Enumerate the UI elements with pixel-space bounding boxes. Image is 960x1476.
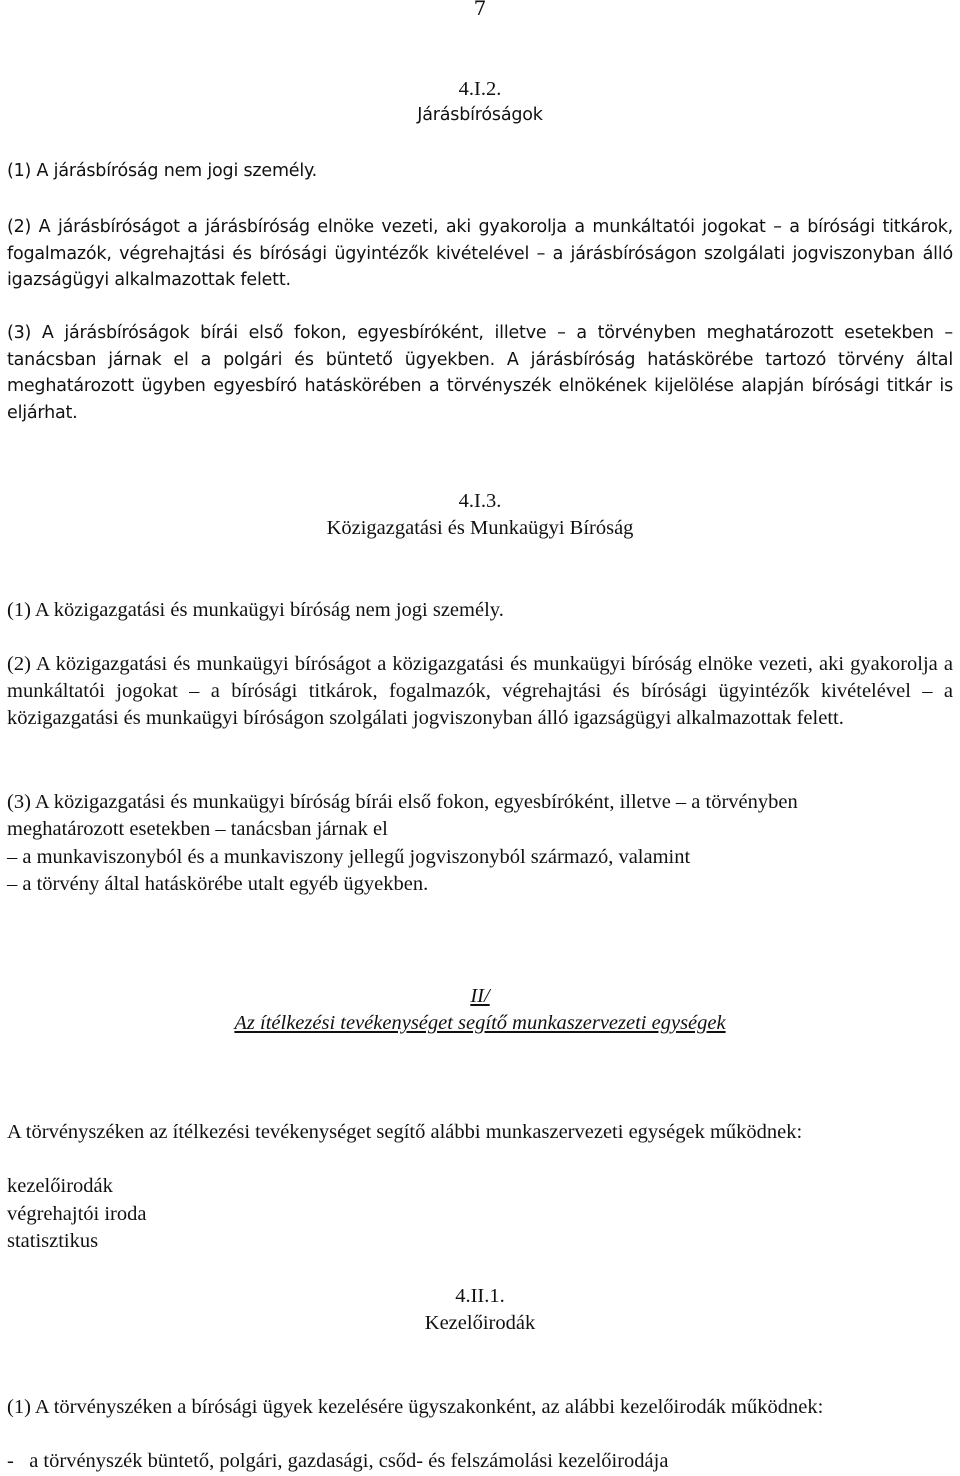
list-item: statisztikus — [7, 1230, 99, 1252]
part-intro: A törvényszéken az ítélkezési tevékenységet segítő alábbi munkaszervezeti egységek működnek: — [7, 1121, 803, 1143]
list-item: kezelőirodák — [7, 1175, 113, 1197]
list-item: – a törvény által hatáskörébe utalt egyéb ügyekben. — [7, 873, 429, 895]
section-number-4-II-1: 4.II.1. — [455, 1285, 505, 1307]
section-title-jarasbirosagok: Járásbíróságok — [417, 105, 543, 125]
section-number-4-I-3: 4.I.3. — [458, 490, 502, 512]
list-item: végrehajtói iroda — [7, 1203, 147, 1225]
section-number-4-I-2: 4.I.2. — [458, 78, 502, 100]
paragraph-2: (2) A járásbíróságot a járásbíróság elnöke vezeti, aki gyakorolja a munkáltatói jogokat – a bírósági titkárok, fogalmazók, végrehajtási és bírósági ügyintézők kivételével – a járásbíróságon szolgálati jogviszonyban álló igazságügyi alkalmazottak felett. — [7, 217, 953, 290]
paragraph-1: (1) A törvényszéken a bírósági ügyek kezelésére ügyszakonként, az alábbi kezelőirodák működnek: — [7, 1396, 824, 1418]
paragraph-3: (3) A járásbíróságok bírái első fokon, egyesbíróként, illetve – a törvényben meghatározott esetekben – tanácsban járnak el a polgári és büntető ügyekben. A járásbíróság hatáskörébe tartozó törvény által meghatározott ügyben egyesbíró hatáskörében a törvényszék elnökének kijelölése alapján bírósági titkár is eljárhat. — [7, 323, 953, 423]
paragraph-3-line-2: meghatározott esetekben – tanácsban járnak el — [7, 818, 388, 840]
section-title-kozigazgatasi: Közigazgatási és Munkaügyi Bíróság — [326, 517, 634, 539]
part-number-II: II/ — [470, 985, 490, 1007]
paragraph-3-line-1: (3) A közigazgatási és munkaügyi bíróság bírái első fokon, egyesbíróként, illetve – a törvényben — [7, 791, 798, 813]
part-title: Az ítélkezési tevékenységet segítő munkaszervezeti egységek — [234, 1012, 726, 1034]
list-item: - a törvényszék büntető, polgári, gazdasági, csőd- és felszámolási kezelőirodája — [7, 1450, 669, 1472]
paragraph-1: (1) A járásbíróság nem jogi személy. — [7, 161, 318, 181]
page-number: 7 — [473, 0, 487, 20]
paragraph-2: (2) A közigazgatási és munkaügyi bíróságot a közigazgatási és munkaügyi bíróság elnöke vezeti, aki gyakorolja a munkáltatói jogokat – a bírósági titkárok, fogalmazók, végrehajtási és bírósági ügyintézők kivételével – a közigazgatási és munkaügyi bíróságon szolgálati jogviszonyban álló igazságügyi alkalmazottak felett. — [7, 653, 953, 729]
paragraph-1: (1) A közigazgatási és munkaügyi bíróság nem jogi személy. — [7, 599, 504, 621]
list-item: – a munkaviszonyból és a munkaviszony jellegű jogviszonyból származó, valamint — [7, 846, 691, 868]
section-title-kezeloirodak: Kezelőirodák — [424, 1312, 536, 1334]
